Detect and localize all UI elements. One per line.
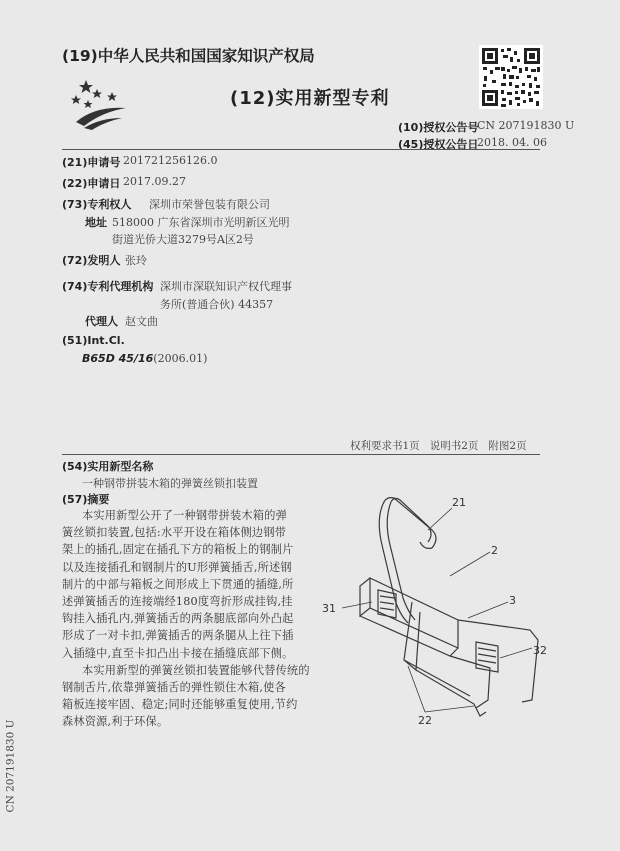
document-type: (12)实用新型专利 xyxy=(230,88,390,109)
abstract-line: 簧丝锁扣装置,包括:水平开设在箱体侧边钢带 xyxy=(62,526,287,540)
patentee-label: (73)专利权人 xyxy=(62,198,132,211)
abstract-line: 钢制舌片,依靠弹簧插舌的弹性锁住木箱,使各 xyxy=(62,681,286,694)
application-number-label: (21)申请号 xyxy=(62,156,121,169)
qr-code xyxy=(479,45,543,109)
abstract-line: 以及连接插孔和钢制片的U形弹簧插舌,所述钢 xyxy=(62,560,292,574)
abstract-line: 本实用新型公开了一种钢带拼装木箱的弹 xyxy=(82,509,287,522)
utility-model-title: 一种钢带拼装木箱的弹簧丝锁扣装置 xyxy=(82,477,258,490)
address-line-1: 518000 广东省深圳市光明新区光明 xyxy=(112,216,290,229)
abstract-line: 制片的中部与箱板之间形成上下贯通的插缝,所 xyxy=(62,577,294,591)
abstract-line: 钩挂入插孔内,弹簧插舌的两条腿底部向外凸起 xyxy=(62,612,294,626)
fig-label-22: 22 xyxy=(418,714,432,727)
address-line-2: 街道光侨大道3279号A区2号 xyxy=(112,233,254,246)
abstract-line: 箱板连接牢固、稳定;同时还能够重复使用,节约 xyxy=(62,698,298,712)
abstract-line: 形成了一对卡扣,弹簧插舌的两条腿从上往下插 xyxy=(62,629,294,643)
header-rule xyxy=(62,149,540,150)
fig-label-32: 32 xyxy=(533,644,547,657)
agent: 赵文曲 xyxy=(125,315,158,328)
abstract-line: 架上的插孔,固定在插孔下方的箱板上的钢制片 xyxy=(62,543,294,557)
int-cl-code: B65D 45/16 xyxy=(82,352,154,365)
utility-model-title-label: (54)实用新型名称 xyxy=(62,460,154,473)
patent-drawing xyxy=(300,490,555,730)
abstract-line: 本实用新型的弹簧丝锁扣装置能够代替传统的 xyxy=(82,663,310,677)
agent-label: 代理人 xyxy=(85,315,118,328)
filing-date: 2017.09.27 xyxy=(123,175,186,188)
abstract-line: 森林资源,利于环保。 xyxy=(62,715,169,729)
address-label: 地址 xyxy=(85,216,107,229)
side-publication-number: CN 207191830 U xyxy=(4,719,17,813)
cnipa-emblem-icon xyxy=(70,78,130,130)
abstract-line: 入插缝中,直至卡扣凸出卡接在插缝底部下侧。 xyxy=(62,646,294,660)
fig-label-3: 3 xyxy=(509,594,516,607)
fig-label-21: 21 xyxy=(452,496,466,509)
publication-number-label: (10)授权公告号 xyxy=(398,121,479,134)
int-cl-version: (2006.01) xyxy=(153,352,208,365)
inventor-label: (72)发明人 xyxy=(62,254,121,267)
abstract-line: 述弹簧插舌的连接端经180度弯折形成挂钩,挂 xyxy=(62,595,293,608)
fig-label-31: 31 xyxy=(322,602,336,615)
pages-info: 权利要求书1页 说明书2页 附图2页 xyxy=(350,440,527,452)
publication-date: 2018. 04. 06 xyxy=(477,136,547,149)
abstract-label: (57)摘要 xyxy=(62,493,110,506)
int-cl-classification xyxy=(82,352,207,365)
issuing-authority: (19)中华人民共和国国家知识产权局 xyxy=(62,47,315,65)
int-cl-label: (51)Int.Cl. xyxy=(62,334,125,347)
agency-line-1: 深圳市深联知识产权代理事 xyxy=(160,280,292,293)
agency-label: (74)专利代理机构 xyxy=(62,280,154,293)
filing-date-label: (22)申请日 xyxy=(62,177,121,190)
patentee: 深圳市荣誉包装有限公司 xyxy=(149,198,270,211)
publication-date-label: (45)授权公告日 xyxy=(398,138,479,151)
agency-line-2: 务所(普通合伙) 44357 xyxy=(160,298,274,311)
fig-label-2: 2 xyxy=(491,544,498,557)
pages-rule xyxy=(62,454,540,455)
publication-number: CN 207191830 U xyxy=(477,119,575,132)
application-number: 201721256126.0 xyxy=(123,154,218,167)
inventor: 张玲 xyxy=(125,254,147,267)
